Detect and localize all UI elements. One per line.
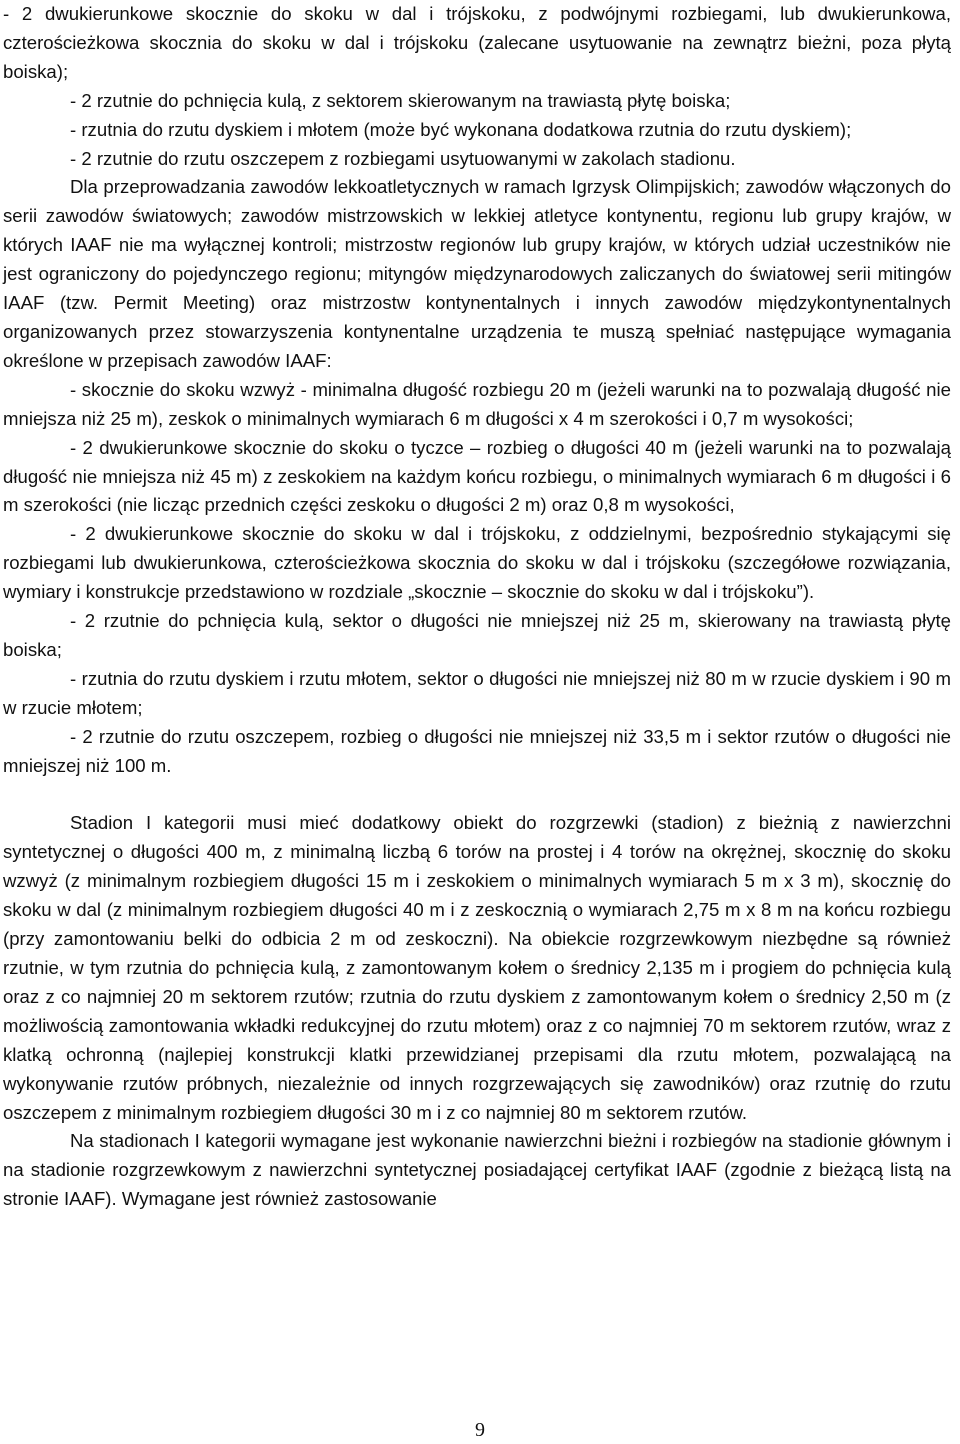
paragraph-gap (3, 780, 951, 809)
paragraph-list-item: - 2 rzutnie do rzutu oszczepem z rozbiegami usytuowanymi w zakolach stadionu. (70, 147, 736, 169)
paragraph-list-item: - skocznie do skoku wzwyż - minimalna długość rozbiegu 20 m (jeżeli warunki na to pozwalają długość nie mniejsza niż 25 m), zeskok o minimalnych wymiarach 6 m długości x 4 m szerokości i 0,7 m wysokości; (3, 378, 951, 429)
paragraph-list-item: - 2 dwukierunkowe skocznie do skoku w dal i trójskoku, z podwójnymi rozbiegami, lub dwukierunkowa, czterościeżkowa skocznia do skoku w dal i trójskoku (zalecane usytuowanie na zewnątrz bieżni, poza płytą boiska); (3, 3, 951, 82)
page-number: 9 (475, 1419, 485, 1441)
paragraph-body: Na stadionach I kategorii wymagane jest wykonanie nawierzchni bieżni i rozbiegów na stadionie głównym i na stadionie rozgrzewkowym z nawierzchni syntetycznej posiadającej certyfikat IAAF (zgodnie z bieżącą listą na stronie IAAF). Wymagane jest również zastosowanie (3, 1130, 951, 1210)
paragraph-list-item: - 2 rzutnie do rzutu oszczepem, rozbieg o długości nie mniejszej niż 33,5 m i sektor rzutów o długości nie mniejszej niż 100 m. (3, 725, 951, 776)
paragraph-list-item: - 2 dwukierunkowe skocznie do skoku o tyczce – rozbieg o długości 40 m (jeżeli warunki na to pozwalają długość nie mniejsza niż 45 m) z zeskokiem na każdym końcu rozbiegu, o minimalnych wymiarach 6 m długości i 6 m szerokości (nie licząc przednich części zeskoku o długości 2 m) oraz 0,8 m wysokości, (3, 436, 951, 516)
paragraph-list-item: - 2 rzutnie do pchnięcia kulą, z sektorem skierowanym na trawiastą płytę boiska; (70, 89, 731, 111)
paragraph-body: Dla przeprowadzania zawodów lekkoatletycznych w ramach Igrzysk Olimpijskich; zawodów włączonych do serii zawodów światowych; zawodów mistrzowskich w lekkiej atletyce kontynentu, regionu lub grupy krajów, w których IAAF nie ma wyłącznej kontroli; mistrzostw regionów lub grupy krajów, w których udział uczestników nie jest ograniczony do pojedynczego regionu; mityngów międzynarodowych zaliczanych do światowej serii mitingów IAAF (tzw. Permit Meeting) oraz mistrzostw kontynentalnych i innych zawodów międzykontynentalnych organizowanych przez stowarzyszenia kontynentalne urządzenia te muszą spełniać następujące wymagania określone w przepisach zawodów IAAF: (3, 176, 951, 371)
paragraph-list-item: - rzutnia do rzutu dyskiem i młotem (może być wykonana dodatkowa rzutnia do rzutu dyskiem); (70, 118, 852, 140)
document-body (3, 0, 951, 1214)
paragraph-list-item: - rzutnia do rzutu dyskiem i rzutu młotem, sektor o długości nie mniejszej niż 80 m w rzucie dyskiem i 90 m w rzucie młotem; (3, 667, 951, 718)
document-page (3, 0, 951, 1214)
paragraph-list-item: - 2 dwukierunkowe skocznie do skoku w dal i trójskoku, z oddzielnymi, bezpośrednio stykającymi się rozbiegami lub dwukierunkowa, czterościeżkowa skocznia do skoku w dal i trójskoku (szczegółowe rozwiązania, wymiary i konstrukcje przedstawiono w rozdziale „skocznie – skocznie do skoku w dal i trójskoku”). (3, 523, 951, 603)
paragraph-list-item: - 2 rzutnie do pchnięcia kulą, sektor o długości nie mniejszej niż 25 m, skierowany na trawiastą płytę boiska; (3, 610, 951, 660)
paragraph-body: Stadion I kategorii musi mieć dodatkowy obiekt do rozgrzewki (stadion) z bieżnią z nawierzchni syntetycznej o długości 400 m, z minimalną liczbą 6 torów na prostej i 4 torów na okrężnej, skocznię do skoku wzwyż (z minimalnym rozbiegiem długości 15 m i zeskokiem o minimalnych wymiarach 5 m x 3 m), skocznię do skoku w dal (z minimalnym rozbiegiem długości 40 m i z zeskocznią o wymiarach 2,75 m x 8 m na końcu rozbiegu (przy zamontowaniu belki do odbicia 2 m od zeskoczni). Na obiekcie rozgrzewkowym niezbędne są również rzutnie, w tym rzutnia do pchnięcia kulą, z zamontowanym kołem o średnicy 2,135 m i progiem do pchnięcia kulą oraz z co najmniej 20 m sektorem rzutów; rzutnia do rzutu dyskiem z zamontowanym kołem o średnicy 2,50 m (z możliwością zamontowania wkładki redukcyjnej do rzutu młotem) oraz z co najmniej 70 m sektorem rzutów, wraz z klatką ochronną (najlepiej konstrukcji klatki przewidzianej przepisami dla rzutu młotem, pozwalającą na wykonywanie rzutów próbnych, niezależnie od innych rozgrzewających się zawodników) oraz rzutnię do rzutu oszczepem z minimalnym rozbiegiem długości 30 m i z co najmniej 80 m sektorem rzutów. (3, 812, 951, 1123)
